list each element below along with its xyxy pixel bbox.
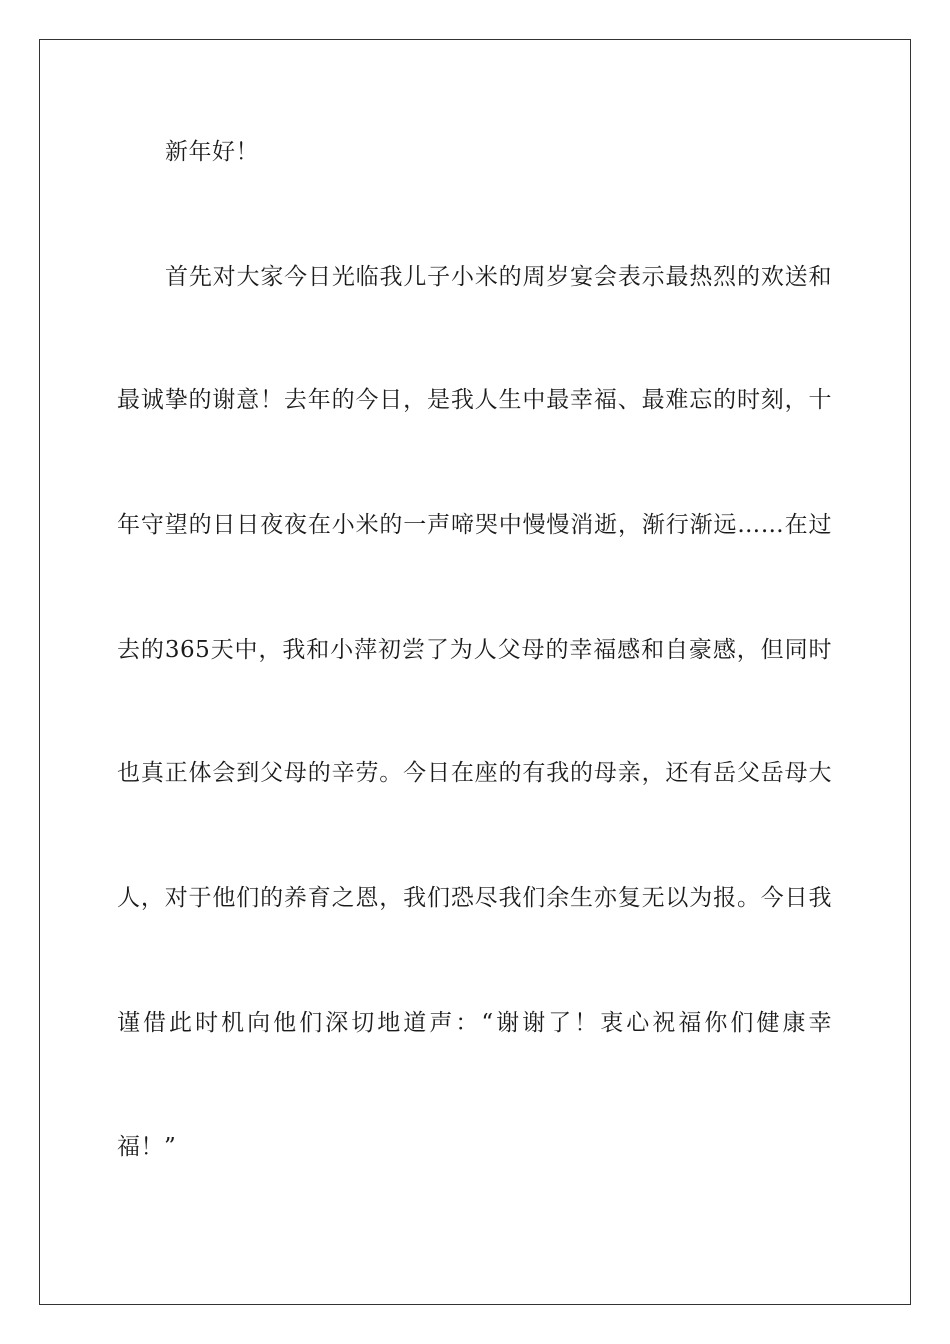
paragraph-line-1: 首先对大家今日光临我儿子小米的周岁宴会表示最热烈的欢送和 [165, 264, 832, 290]
page-border [39, 39, 911, 1305]
paragraph-line-8: 福！” [117, 1134, 177, 1160]
paragraph-line-4: 去的365天中，我和小萍初尝了为人父母的幸福感和自豪感，但同时 [117, 637, 832, 663]
paragraph-line-3: 年守望的日日夜夜在小米的一声啼哭中慢慢消逝，渐行渐远……在过 [117, 512, 832, 538]
greeting-line: 新年好！ [165, 139, 259, 165]
paragraph-line-5: 也真正体会到父母的辛劳。今日在座的有我的母亲，还有岳父岳母大 [117, 760, 832, 786]
paragraph-line-6: 人，对于他们的养育之恩，我们恐尽我们余生亦复无以为报。今日我 [117, 885, 832, 911]
paragraph-line-2: 最诚挚的谢意！去年的今日，是我人生中最幸福、最难忘的时刻，十 [117, 387, 832, 413]
paragraph-line-7: 谨借此时机向他们深切地道声：“谢谢了！衷心祝福你们健康幸 [117, 1010, 832, 1036]
